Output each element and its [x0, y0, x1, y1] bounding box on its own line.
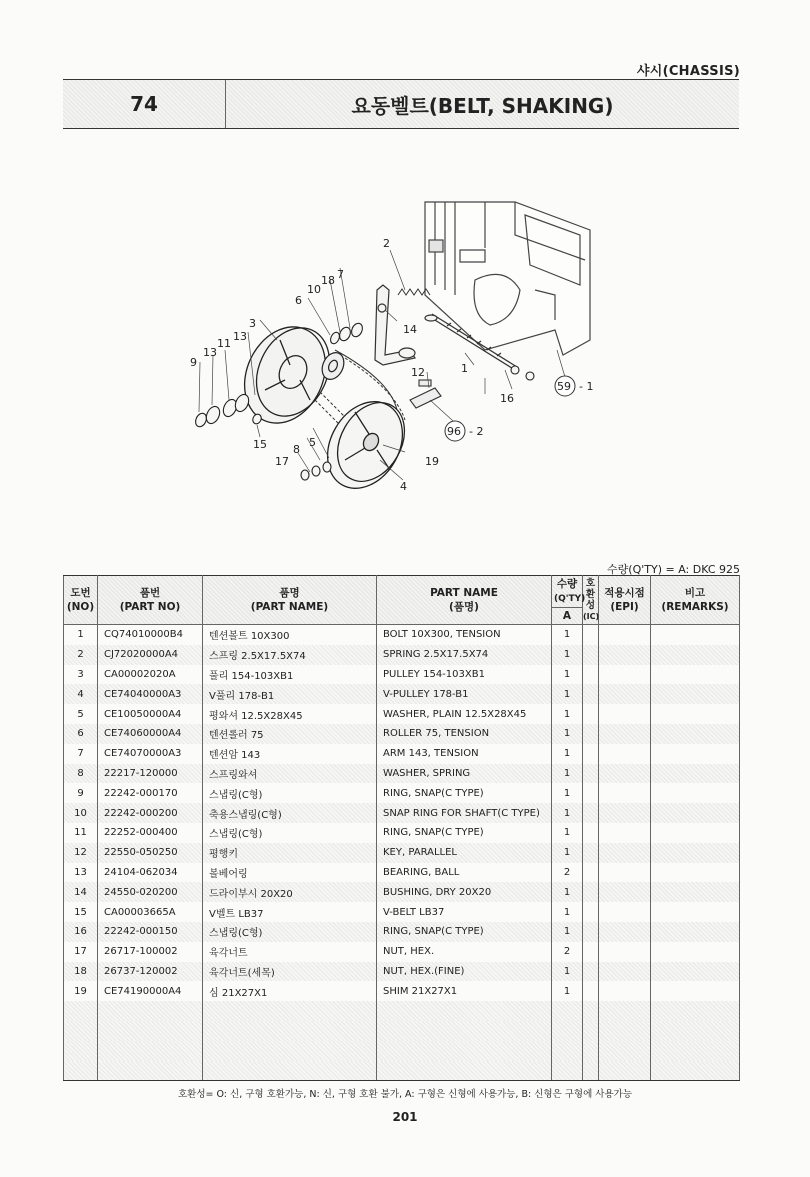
row-epi [599, 665, 651, 685]
row-epi [599, 744, 651, 764]
row-part-no: 22242-000150 [98, 922, 203, 942]
row-remarks [651, 783, 740, 803]
callout-1: 1 [461, 362, 468, 375]
row-remarks [651, 922, 740, 942]
reference-59 [555, 376, 593, 396]
row-ic [583, 902, 599, 922]
row-no: 5 [64, 704, 98, 724]
table-header-row [64, 576, 740, 608]
callout-12: 12 [411, 366, 425, 379]
callout-16: 15 [253, 438, 267, 451]
row-no: 9 [64, 783, 98, 803]
row-epi [599, 1041, 651, 1061]
callout-13b: 13 [203, 346, 217, 359]
col-part-no: 품번 (PART NO) [98, 576, 203, 625]
row-name-ko: 스프링와셔 [203, 764, 377, 784]
row-name-ko: 평행키 [203, 843, 377, 863]
row-ic [583, 843, 599, 863]
row-qty: 1 [552, 962, 583, 982]
table-row [64, 981, 740, 1001]
row-qty: 1 [552, 764, 583, 784]
ring-stack-mid [329, 322, 365, 346]
row-no: 18 [64, 962, 98, 982]
row-remarks [651, 1061, 740, 1081]
callout-4: 4 [400, 480, 407, 493]
chassis-frame [425, 202, 590, 355]
row-epi [599, 645, 651, 665]
row-epi [599, 1001, 651, 1021]
row-qty: 1 [552, 843, 583, 863]
row-name-ko: 풀리 154-103XB1 [203, 665, 377, 685]
ref-suffix-59: - 1 [579, 380, 594, 393]
row-qty: 1 [552, 783, 583, 803]
row-name-en: V-PULLEY 178-B1 [377, 684, 552, 704]
row-epi [599, 625, 651, 645]
callout-8: 8 [293, 443, 300, 456]
row-qty: 1 [552, 724, 583, 744]
callout-9: 9 [190, 356, 197, 369]
row-no: 2 [64, 645, 98, 665]
row-ic [583, 764, 599, 784]
row-no [64, 1021, 98, 1041]
col-epi: 적용시점 (EPI) [599, 576, 651, 625]
row-name-en: RING, SNAP(C TYPE) [377, 922, 552, 942]
table-row [64, 863, 740, 883]
row-name-en: WASHER, SPRING [377, 764, 552, 784]
row-remarks [651, 962, 740, 982]
callout-6: 6 [295, 294, 302, 307]
row-epi [599, 823, 651, 843]
row-no: 10 [64, 803, 98, 823]
compatibility-footnote: 호환성= O: 신, 구형 호환가능, N: 신, 구형 호환 불가, A: 구형은 신형에 사용가능, B: 신형은 구형에 사용가능 [177, 1089, 632, 1100]
row-part-no: CJ72020000A4 [98, 645, 203, 665]
row-remarks [651, 981, 740, 1001]
table-row [64, 803, 740, 823]
row-ic [583, 1041, 599, 1061]
row-remarks [651, 724, 740, 744]
row-remarks [651, 744, 740, 764]
row-ic [583, 1001, 599, 1021]
row-epi [599, 783, 651, 803]
row-no: 19 [64, 981, 98, 1001]
col-name-en: PART NAME (품명) [377, 576, 552, 625]
row-qty [552, 1001, 583, 1021]
row-name-en: ROLLER 75, TENSION [377, 724, 552, 744]
row-name-en [377, 1021, 552, 1041]
row-name-ko: 스냅링(C형) [203, 922, 377, 942]
row-name-en: PULLEY 154-103XB1 [377, 665, 552, 685]
table-row [64, 744, 740, 764]
callout-17: 16 [500, 392, 514, 405]
row-name-ko [203, 1061, 377, 1081]
row-remarks [651, 1001, 740, 1021]
section-label: 샤시(CHASSIS) [636, 64, 740, 79]
callout-5: 5 [309, 436, 316, 449]
row-qty: 1 [552, 645, 583, 665]
row-name-en: SPRING 2.5X17.5X74 [377, 645, 552, 665]
row-name-en: KEY, PARALLEL [377, 843, 552, 863]
row-epi [599, 764, 651, 784]
row-qty: 1 [552, 665, 583, 685]
row-epi [599, 942, 651, 962]
col-no: 도번 (NO) [64, 576, 98, 625]
callout-18: 17 [275, 455, 289, 468]
row-epi [599, 1061, 651, 1081]
page-title: 요동벨트(BELT, SHAKING) [351, 93, 614, 118]
table-row [64, 783, 740, 803]
col-name-ko: 품명 (PART NAME) [203, 576, 377, 625]
row-part-no: 22252-000400 [98, 823, 203, 843]
row-part-no: CE74070000A3 [98, 744, 203, 764]
callout-10: 10 [307, 283, 321, 296]
row-no: 15 [64, 902, 98, 922]
row-name-ko: 육각너트(세목) [203, 962, 377, 982]
table-row [64, 645, 740, 665]
table-row [64, 902, 740, 922]
row-qty: 1 [552, 625, 583, 645]
row-ic [583, 704, 599, 724]
row-part-no [98, 1061, 203, 1081]
row-name-ko: V벨트 LB37 [203, 902, 377, 922]
title-bar [63, 79, 739, 129]
table-row [64, 922, 740, 942]
callout-2: 2 [383, 237, 390, 250]
row-ic [583, 665, 599, 685]
row-part-no: 22242-000170 [98, 783, 203, 803]
row-ic [583, 942, 599, 962]
table-row [64, 882, 740, 902]
row-remarks [651, 645, 740, 665]
row-epi [599, 863, 651, 883]
row-no [64, 1061, 98, 1081]
row-epi [599, 803, 651, 823]
row-name-ko: 텐션볼트 10X300 [203, 625, 377, 645]
row-name-en: BUSHING, DRY 20X20 [377, 882, 552, 902]
table-row [64, 1061, 740, 1081]
row-part-no: CE74060000A4 [98, 724, 203, 744]
row-remarks [651, 684, 740, 704]
row-part-no [98, 1041, 203, 1061]
row-part-no: CE10050000A4 [98, 704, 203, 724]
row-name-ko: 심 21X27X1 [203, 981, 377, 1001]
row-name-en: V-BELT LB37 [377, 902, 552, 922]
row-part-no: 26717-100002 [98, 942, 203, 962]
row-name-ko: 텐션롤러 75 [203, 724, 377, 744]
row-no: 13 [64, 863, 98, 883]
row-remarks [651, 1041, 740, 1061]
reference-96 [445, 421, 483, 441]
row-part-no: CE74190000A4 [98, 981, 203, 1001]
row-ic [583, 1061, 599, 1081]
row-ic [583, 823, 599, 843]
row-no: 14 [64, 882, 98, 902]
row-qty [552, 1041, 583, 1061]
row-epi [599, 962, 651, 982]
row-qty: 2 [552, 942, 583, 962]
row-name-ko: 육각너트 [203, 942, 377, 962]
row-no: 16 [64, 922, 98, 942]
row-remarks [651, 843, 740, 863]
callout-19: 18 [321, 274, 335, 287]
row-ic [583, 744, 599, 764]
col-qty-a: A [552, 608, 583, 625]
page-number: 201 [392, 1110, 418, 1124]
row-epi [599, 902, 651, 922]
ref-circle-96: 96 [447, 425, 461, 438]
row-remarks [651, 882, 740, 902]
row-qty: 1 [552, 684, 583, 704]
quantity-note: 수량(Q'TY) = A: DKC 925 [607, 563, 740, 576]
shaft-key [410, 380, 441, 408]
row-ic [583, 863, 599, 883]
row-ic [583, 1021, 599, 1041]
row-name-en: WASHER, PLAIN 12.5X28X45 [377, 704, 552, 724]
table-row [64, 724, 740, 744]
row-epi [599, 843, 651, 863]
row-part-no [98, 1001, 203, 1021]
row-remarks [651, 704, 740, 724]
row-qty [552, 1061, 583, 1081]
table-row [64, 1001, 740, 1021]
table-row [64, 684, 740, 704]
row-name-ko [203, 1041, 377, 1061]
row-name-en [377, 1041, 552, 1061]
table-row [64, 704, 740, 724]
row-name-en: NUT, HEX.(FINE) [377, 962, 552, 982]
row-part-no: CE74040000A3 [98, 684, 203, 704]
table-row [64, 942, 740, 962]
row-name-ko: 드라이부시 20X20 [203, 882, 377, 902]
row-name-ko: 스냅링(C형) [203, 783, 377, 803]
row-qty: 1 [552, 922, 583, 942]
table-row [64, 665, 740, 685]
row-ic [583, 783, 599, 803]
table-row [64, 823, 740, 843]
row-name-ko: 축용스냅링(C형) [203, 803, 377, 823]
row-epi [599, 704, 651, 724]
ref-circle-59: 59 [557, 380, 571, 393]
row-part-no: 22217-120000 [98, 764, 203, 784]
row-epi [599, 922, 651, 942]
row-remarks [651, 625, 740, 645]
row-name-en: BOLT 10X300, TENSION [377, 625, 552, 645]
row-remarks [651, 823, 740, 843]
row-qty: 1 [552, 823, 583, 843]
row-name-ko: 볼베어링 [203, 863, 377, 883]
row-name-en: NUT, HEX. [377, 942, 552, 962]
row-name-ko [203, 1021, 377, 1041]
row-qty: 1 [552, 744, 583, 764]
row-remarks [651, 863, 740, 883]
row-no [64, 1041, 98, 1061]
row-remarks [651, 764, 740, 784]
row-epi [599, 981, 651, 1001]
table-row [64, 764, 740, 784]
row-no: 7 [64, 744, 98, 764]
row-name-ko: V풀리 178-B1 [203, 684, 377, 704]
row-ic [583, 981, 599, 1001]
row-ic [583, 922, 599, 942]
row-no: 4 [64, 684, 98, 704]
row-part-no: 24550-020200 [98, 882, 203, 902]
col-qty: 수량 (Q'TY) [552, 576, 583, 608]
row-name-en [377, 1001, 552, 1021]
col-remarks: 비고 (REMARKS) [651, 576, 740, 625]
row-name-ko: 텐션암 143 [203, 744, 377, 764]
row-ic [583, 962, 599, 982]
row-epi [599, 724, 651, 744]
row-remarks [651, 1021, 740, 1041]
row-no: 12 [64, 843, 98, 863]
page-section-number: 74 [63, 80, 226, 128]
ref-suffix-96: - 2 [469, 425, 484, 438]
callout-14: 14 [403, 323, 417, 336]
row-ic [583, 684, 599, 704]
table-row [64, 625, 740, 645]
table-row [64, 1041, 740, 1061]
row-name-ko: 평와셔 12.5X28X45 [203, 704, 377, 724]
row-ic [583, 803, 599, 823]
row-qty [552, 1021, 583, 1041]
table-row [64, 1021, 740, 1041]
row-name-en: ARM 143, TENSION [377, 744, 552, 764]
row-no: 11 [64, 823, 98, 843]
row-epi [599, 882, 651, 902]
row-name-en: RING, SNAP(C TYPE) [377, 823, 552, 843]
callout-15: 19 [425, 455, 439, 468]
row-name-ko [203, 1001, 377, 1021]
row-qty: 1 [552, 704, 583, 724]
row-remarks [651, 902, 740, 922]
row-part-no [98, 1021, 203, 1041]
row-no [64, 1001, 98, 1021]
row-no: 17 [64, 942, 98, 962]
row-qty: 1 [552, 981, 583, 1001]
row-part-no: 22242-000200 [98, 803, 203, 823]
table-row [64, 843, 740, 863]
row-epi [599, 684, 651, 704]
row-remarks [651, 665, 740, 685]
callout-7: 7 [337, 268, 344, 281]
row-name-en: SHIM 21X27X1 [377, 981, 552, 1001]
row-epi [599, 1021, 651, 1041]
row-name-en [377, 1061, 552, 1081]
row-no: 6 [64, 724, 98, 744]
row-ic [583, 645, 599, 665]
row-qty: 1 [552, 902, 583, 922]
row-name-ko: 스프링 2.5X17.5X74 [203, 645, 377, 665]
row-part-no: CA00002020A [98, 665, 203, 685]
callout-13a: 13 [233, 330, 247, 343]
row-ic [583, 724, 599, 744]
exploded-parts-diagram [185, 190, 615, 500]
callout-3: 3 [249, 317, 256, 330]
row-qty: 1 [552, 882, 583, 902]
col-ic: 호 환 성 (IC) [583, 576, 599, 625]
row-part-no: 22550-050250 [98, 843, 203, 863]
row-ic [583, 625, 599, 645]
parts-table [63, 575, 740, 1081]
callout-11: 11 [217, 337, 231, 350]
row-name-ko: 스냅링(C형) [203, 823, 377, 843]
row-ic [583, 882, 599, 902]
row-part-no: 24104-062034 [98, 863, 203, 883]
row-name-en: SNAP RING FOR SHAFT(C TYPE) [377, 803, 552, 823]
row-no: 1 [64, 625, 98, 645]
row-no: 8 [64, 764, 98, 784]
table-row [64, 962, 740, 982]
row-qty: 2 [552, 863, 583, 883]
row-part-no: 26737-120002 [98, 962, 203, 982]
row-no: 3 [64, 665, 98, 685]
row-part-no: CQ74010000B4 [98, 625, 203, 645]
row-name-en: BEARING, BALL [377, 863, 552, 883]
row-part-no: CA00003665A [98, 902, 203, 922]
row-qty: 1 [552, 803, 583, 823]
row-remarks [651, 803, 740, 823]
row-remarks [651, 942, 740, 962]
row-name-en: RING, SNAP(C TYPE) [377, 783, 552, 803]
